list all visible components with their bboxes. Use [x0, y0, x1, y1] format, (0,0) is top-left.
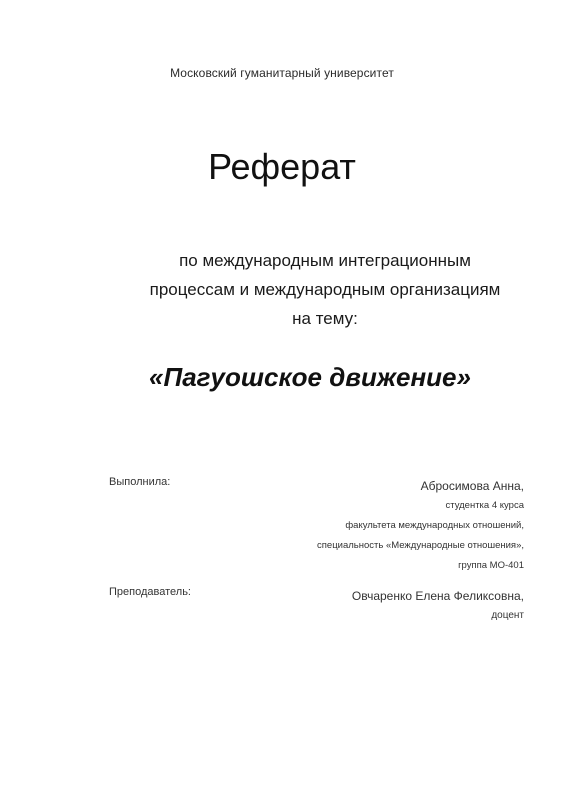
subject-line-2: процессам и международным организациям [149, 280, 501, 299]
author-info [317, 476, 524, 576]
subject-block [70, 246, 564, 333]
author-specialty: специальность «Международные отношения», [317, 540, 524, 551]
teacher-label: Преподаватель: [109, 586, 191, 598]
author-faculty: факультета международных отношений, [345, 520, 524, 531]
teacher-info [352, 586, 524, 626]
author-group: группа МО-401 [458, 560, 524, 571]
subject-line-1: по международным интеграционным [179, 251, 471, 270]
topic-title: «Пагуошское движение» [149, 362, 471, 392]
document-type-heading: Реферат [208, 146, 356, 187]
subject-line-3: на тему: [292, 309, 358, 328]
author-name: Абросимова Анна, [420, 479, 524, 493]
university-name: Московский гуманитарный университет [170, 66, 394, 80]
teacher-title: доцент [491, 610, 524, 621]
author-label: Выполнила: [109, 476, 171, 488]
author-course: студентка 4 курса [445, 500, 524, 511]
teacher-name: Овчаренко Елена Феликсовна, [351, 589, 524, 603]
